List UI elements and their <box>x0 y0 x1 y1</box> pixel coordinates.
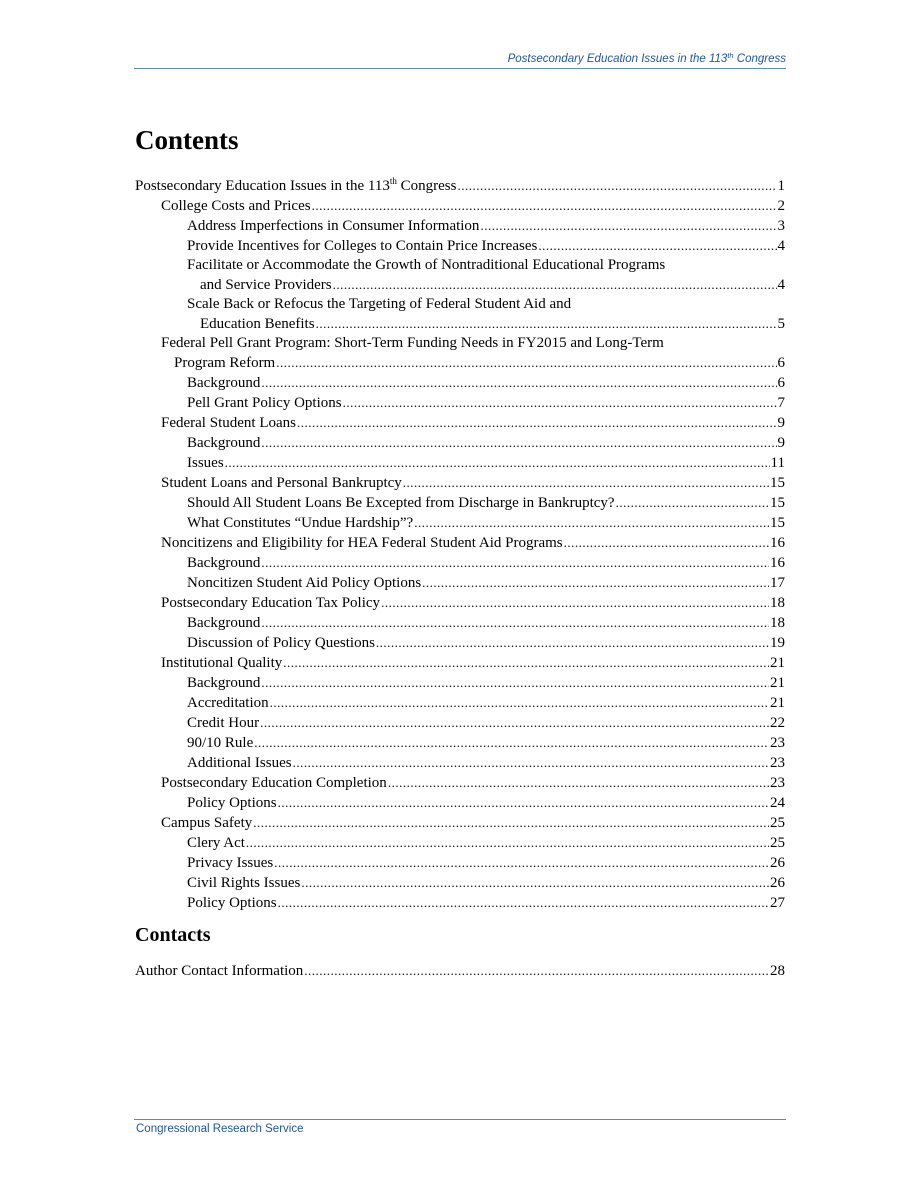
toc-entry-line <box>187 853 785 873</box>
contacts-heading: Contacts <box>135 924 211 946</box>
toc-entry-title: Campus Safety <box>161 815 253 831</box>
toc-entry-line <box>187 833 785 853</box>
toc-entry-title: Policy Options <box>187 795 277 811</box>
toc-page-number: 15 <box>770 495 785 511</box>
toc-entry-line <box>187 633 785 653</box>
toc-entry-title: Program Reform <box>174 355 276 371</box>
toc-entry-title: Policy Options <box>187 895 277 911</box>
toc-page-number: 4 <box>777 277 785 293</box>
toc-entry-line <box>161 473 785 493</box>
toc-entry[interactable] <box>135 693 785 713</box>
toc-entry-title: Background <box>187 435 261 451</box>
toc-page-number: 21 <box>770 675 785 691</box>
running-header-sup: th <box>727 51 734 60</box>
toc-entry[interactable] <box>135 433 785 453</box>
toc-entry-title-part: Postsecondary Education Issues in the 113 <box>135 178 390 194</box>
toc-entry-line <box>161 196 785 216</box>
dot-leader <box>283 653 769 672</box>
toc-entry[interactable] <box>135 196 785 216</box>
footer-publisher: Congressional Research Service <box>136 1123 304 1135</box>
dot-leader <box>301 873 769 892</box>
toc-entry[interactable] <box>135 413 785 433</box>
dot-leader <box>278 893 769 912</box>
toc-page-number: 27 <box>770 895 785 911</box>
toc-page-number: 15 <box>770 475 785 491</box>
dot-leader <box>261 673 769 692</box>
dot-leader <box>316 314 777 333</box>
toc-entry-title <box>135 177 456 196</box>
toc-entry-title: Pell Grant Policy Options <box>187 395 342 411</box>
dot-leader <box>343 393 777 412</box>
toc-entry-title-part: Congress <box>396 178 457 194</box>
toc-entry[interactable] <box>135 833 785 853</box>
toc-entry-title-line: Facilitate or Accommodate the Growth of Nontraditional Educational Programs <box>187 257 666 273</box>
dot-leader <box>422 573 769 592</box>
toc-entry-title: 90/10 Rule <box>187 735 254 751</box>
toc-entry-title: Background <box>187 375 261 391</box>
toc-page-number: 7 <box>777 395 785 411</box>
toc-page-number: 3 <box>777 218 785 234</box>
toc-entry-title: Discussion of Policy Questions <box>187 635 375 651</box>
dot-leader <box>293 753 769 772</box>
toc-page-number: 28 <box>770 963 785 979</box>
dot-leader <box>253 813 769 832</box>
toc-page-number: 25 <box>770 835 785 851</box>
dot-leader <box>388 773 769 792</box>
toc-entry[interactable] <box>135 453 785 473</box>
toc-entry-title: Postsecondary Education Tax Policy <box>161 595 381 611</box>
toc-entry-line <box>187 513 785 533</box>
running-header <box>508 53 786 65</box>
dot-leader <box>333 275 777 294</box>
toc-page-number: 23 <box>770 755 785 771</box>
footer-rule <box>134 1119 786 1120</box>
toc-page-number: 23 <box>770 735 785 751</box>
toc-entry-title: Additional Issues <box>187 755 292 771</box>
toc-entry-title: Postsecondary Education Completion <box>161 775 387 791</box>
toc-entry-line <box>187 433 785 453</box>
toc-entry-line <box>187 753 785 773</box>
toc-page-number: 26 <box>770 875 785 891</box>
dot-leader <box>246 833 769 852</box>
toc-page-number: 2 <box>777 198 785 214</box>
toc-entry-line <box>161 593 785 613</box>
toc-page-number: 6 <box>777 375 785 391</box>
toc-entry-line <box>161 813 785 833</box>
dot-leader <box>616 493 769 512</box>
toc-entry-title: Education Benefits <box>200 316 315 332</box>
toc-page-number: 18 <box>770 595 785 611</box>
contents-heading: Contents <box>135 125 239 155</box>
toc-page-number: 19 <box>770 635 785 651</box>
toc-entry[interactable] <box>135 893 785 913</box>
toc-entry[interactable] <box>135 176 785 196</box>
toc-page-number: 9 <box>777 415 785 431</box>
dot-leader <box>225 453 770 472</box>
toc-entry-line <box>187 613 785 633</box>
toc-entry-title: Noncitizens and Eligibility for HEA Federal Student Aid Programs <box>161 535 563 551</box>
toc-entry-title: and Service Providers <box>200 277 332 293</box>
toc-entry-title: Accreditation <box>187 695 269 711</box>
toc-entry-line <box>187 893 785 913</box>
toc-entry[interactable] <box>135 573 785 593</box>
dot-leader <box>403 473 769 492</box>
toc-entry[interactable] <box>135 961 785 981</box>
toc-entry[interactable] <box>135 713 785 733</box>
running-header-tail: Congress <box>733 53 786 65</box>
toc-entry-title: Address Imperfections in Consumer Information <box>187 218 480 234</box>
toc-entry[interactable] <box>135 733 785 753</box>
toc-page-number: 21 <box>770 655 785 671</box>
toc-entry-title: Should All Student Loans Be Excepted from Discharge in Bankruptcy? <box>187 495 615 511</box>
toc-entry-line <box>135 176 785 196</box>
toc-page-number: 15 <box>770 515 785 531</box>
toc-entry-line <box>161 773 785 793</box>
toc-entry-line <box>187 713 785 733</box>
toc-entry-line <box>161 653 785 673</box>
toc-page-number: 5 <box>777 316 785 332</box>
toc-entry[interactable] <box>135 613 785 633</box>
toc-entry-title: Author Contact Information <box>135 963 304 979</box>
toc-entry-title: Civil Rights Issues <box>187 875 301 891</box>
toc-page-number: 24 <box>770 795 785 811</box>
dot-leader <box>312 196 777 215</box>
toc-entry-line <box>187 733 785 753</box>
toc-entry[interactable] <box>135 753 785 773</box>
toc-entry-title: What Constitutes “Undue Hardship”? <box>187 515 414 531</box>
toc-page-number: 17 <box>770 575 785 591</box>
toc-page-number: 16 <box>770 555 785 571</box>
toc-entry-line <box>187 793 785 813</box>
toc-entry-title: Background <box>187 675 261 691</box>
toc-entry-line <box>161 533 785 553</box>
toc-entry-line <box>187 453 785 473</box>
toc-entry-line <box>135 961 785 981</box>
toc-entry-line <box>187 236 785 256</box>
toc-entry[interactable] <box>135 553 785 573</box>
toc-entry[interactable] <box>135 393 785 413</box>
toc-entry[interactable] <box>135 793 785 813</box>
toc-entry-line <box>187 493 785 513</box>
running-header-main: Postsecondary Education Issues in the 113 <box>507 53 728 65</box>
toc-entry-title: Privacy Issues <box>187 855 274 871</box>
toc-page-number: 26 <box>770 855 785 871</box>
dot-leader <box>538 236 776 255</box>
toc-entry[interactable] <box>135 813 785 833</box>
toc-entry[interactable] <box>135 853 785 873</box>
toc-page-number: 22 <box>770 715 785 731</box>
toc-entry-title: Issues <box>187 455 224 471</box>
table-of-contents <box>135 176 785 913</box>
dot-leader <box>480 216 776 235</box>
toc-entry-title: College Costs and Prices <box>161 198 311 214</box>
dot-leader <box>381 593 769 612</box>
toc-page-number: 18 <box>770 615 785 631</box>
toc-entry-title-line: Scale Back or Refocus the Targeting of Federal Student Aid and <box>187 296 572 312</box>
toc-entry-title: Background <box>187 555 261 571</box>
toc-entry-title: Clery Act <box>187 835 245 851</box>
toc-entry[interactable] <box>135 593 785 613</box>
toc-entry-line <box>187 314 785 334</box>
toc-entry-line <box>187 216 785 236</box>
dot-leader <box>261 433 776 452</box>
toc-entry-line <box>187 573 785 593</box>
toc-entry-title-line: Federal Pell Grant Program: Short-Term Funding Needs in FY2015 and Long-Term <box>161 335 664 351</box>
toc-page-number: 9 <box>777 435 785 451</box>
toc-entry[interactable] <box>135 256 785 295</box>
toc-entry[interactable] <box>135 673 785 693</box>
toc-entry-title: Credit Hour <box>187 715 260 731</box>
toc-entry[interactable] <box>135 473 785 493</box>
toc-entry[interactable] <box>135 653 785 673</box>
dot-leader <box>261 553 769 572</box>
toc-page-number: 11 <box>770 455 785 471</box>
toc-entry-line <box>187 393 785 413</box>
toc-entry[interactable] <box>135 533 785 553</box>
toc-entry-line <box>187 693 785 713</box>
dot-leader <box>564 533 769 552</box>
toc-entry-line <box>187 553 785 573</box>
toc-entry-line <box>161 353 785 373</box>
dot-leader <box>261 373 776 392</box>
toc-entry[interactable] <box>135 236 785 256</box>
dot-leader <box>270 693 769 712</box>
toc-page-number: 21 <box>770 695 785 711</box>
dot-leader <box>278 793 769 812</box>
toc-entry-title: Noncitizen Student Aid Policy Options <box>187 575 422 591</box>
toc-entry-title: Provide Incentives for Colleges to Contain Price Increases <box>187 238 538 254</box>
toc-page-number: 23 <box>770 775 785 791</box>
toc-page-number: 4 <box>777 238 785 254</box>
toc-entry-title: Student Loans and Personal Bankruptcy <box>161 475 402 491</box>
toc-entry-title: Background <box>187 615 261 631</box>
header-rule <box>134 68 786 69</box>
dot-leader <box>274 853 769 872</box>
dot-leader <box>297 413 777 432</box>
toc-entry[interactable] <box>135 873 785 893</box>
toc-page-number: 16 <box>770 535 785 551</box>
toc-entry[interactable] <box>135 513 785 533</box>
dot-leader <box>276 353 776 372</box>
toc-page-number: 25 <box>770 815 785 831</box>
dot-leader <box>254 733 769 752</box>
toc-entry-title: Federal Student Loans <box>161 415 296 431</box>
toc-entry-line <box>187 373 785 393</box>
toc-entry[interactable] <box>135 216 785 236</box>
dot-leader <box>304 961 769 980</box>
toc-entry[interactable] <box>135 493 785 513</box>
toc-entry[interactable] <box>135 295 785 334</box>
toc-entry-line <box>161 413 785 433</box>
toc-entry[interactable] <box>135 373 785 393</box>
dot-leader <box>457 176 776 195</box>
toc-entry[interactable] <box>135 773 785 793</box>
toc-entry-sup: th <box>389 176 397 186</box>
toc-entry-line <box>187 275 785 295</box>
toc-page-number: 6 <box>777 355 785 371</box>
toc-entry-title: Institutional Quality <box>161 655 283 671</box>
contacts-list <box>135 961 785 981</box>
toc-page-number: 1 <box>777 178 785 194</box>
toc-entry-line <box>187 873 785 893</box>
dot-leader <box>261 613 769 632</box>
dot-leader <box>260 713 769 732</box>
toc-entry[interactable] <box>135 633 785 653</box>
toc-entry[interactable] <box>135 334 785 373</box>
toc-entry-line <box>187 673 785 693</box>
dot-leader <box>414 513 769 532</box>
dot-leader <box>376 633 769 652</box>
